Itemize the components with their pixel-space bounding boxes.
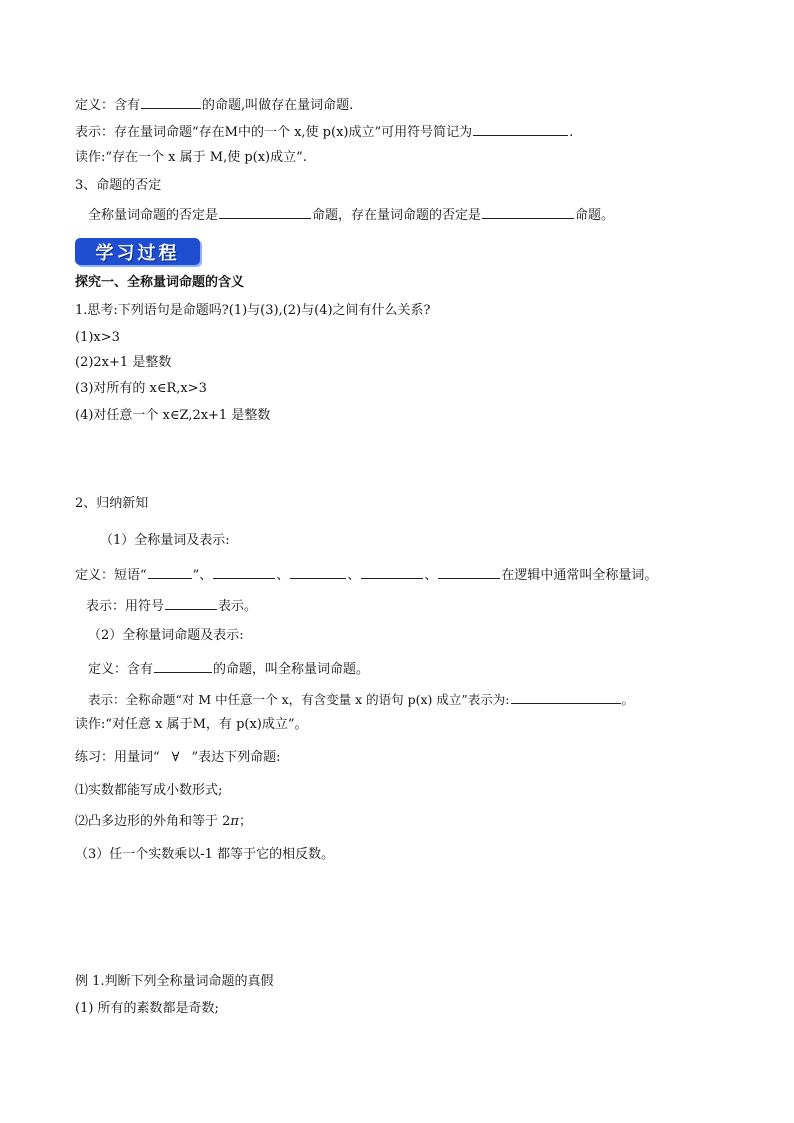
fill-blank[interactable] bbox=[438, 565, 500, 579]
pi-symbol: π bbox=[230, 814, 239, 829]
practice-item-1: ⑴实数都能写成小数形式; bbox=[75, 783, 223, 798]
reading-univ: 读作:“对任意 x 属于M，有 p(x)成立”。 bbox=[75, 717, 308, 732]
negation-line: 全称量词命题的否定是 命题，存在量词命题的否定是 命题。 bbox=[88, 205, 614, 225]
section3-title: 3、命题的否定 bbox=[75, 178, 162, 193]
forall-symbol: ∀ bbox=[171, 750, 180, 765]
reading-exist: 读作:“存在一个 x 属于 M,使 p(x)成立”. bbox=[75, 150, 307, 165]
sub1-title: （1）全称量词及表示: bbox=[100, 533, 230, 548]
fill-blank[interactable] bbox=[482, 205, 574, 219]
notation-univ-prop: 表示：全称命题“对 M 中任意一个 x，有含变量 x 的语句 p(x) 成立”表示为: 。 bbox=[88, 692, 635, 707]
fill-blank[interactable] bbox=[473, 122, 568, 136]
notation-exist: 表示：存在量词命题“存在M中的一个 x,使 p(x)成立”可用符号简记为 . bbox=[75, 122, 573, 142]
definition-univ-prop: 定义：含有 的命题，叫全称量词命题。 bbox=[88, 659, 369, 679]
sub2-title: （2）全称量词命题及表示: bbox=[88, 628, 244, 643]
statement-3: (3)对所有的 x∈R,x>3 bbox=[75, 381, 207, 396]
definition-exist: 定义：含有 的命题,叫做存在量词命题. bbox=[75, 95, 353, 115]
fill-blank[interactable] bbox=[213, 565, 275, 579]
fill-blank[interactable] bbox=[154, 659, 212, 673]
section-badge: 学习过程 bbox=[75, 238, 200, 265]
fill-blank[interactable] bbox=[511, 690, 621, 704]
fill-blank[interactable] bbox=[361, 565, 423, 579]
fill-blank[interactable] bbox=[165, 596, 217, 610]
definition-univ: 定义：短语“ ”、 、 、 、 在逻辑中通常叫全称量词。 bbox=[75, 565, 657, 585]
practice-line: 练习：用量词“ ∀ ”表达下列命题: bbox=[75, 750, 281, 765]
statement-1: (1)x>3 bbox=[75, 330, 120, 345]
explore1-title: 探究一、全称量词命题的含义 bbox=[75, 275, 245, 290]
fill-blank[interactable] bbox=[219, 205, 311, 219]
practice-item-2: ⑵凸多边形的外角和等于 2π； bbox=[75, 814, 252, 829]
fill-blank[interactable] bbox=[290, 565, 346, 579]
practice-item-3: （3）任一个实数乘以-1 都等于它的相反数。 bbox=[75, 847, 335, 862]
statement-4: (4)对任意一个 x∈Z,2x+1 是整数 bbox=[75, 408, 271, 423]
notation-univ-symbol: 表示：用符号 表示。 bbox=[86, 596, 257, 616]
statement-2: (2)2x+1 是整数 bbox=[75, 355, 172, 370]
think-question: 1.思考:下列语句是命题吗?(1)与(3),(2)与(4)之间有什么关系? bbox=[75, 303, 431, 318]
fill-blank[interactable] bbox=[148, 565, 192, 579]
example1-item-1: (1) 所有的素数都是奇数; bbox=[75, 1001, 219, 1016]
fill-blank[interactable] bbox=[141, 95, 201, 109]
example1-title: 例 1.判断下列全称量词命题的真假 bbox=[75, 974, 274, 989]
induce-title: 2、归纳新知 bbox=[75, 496, 149, 511]
